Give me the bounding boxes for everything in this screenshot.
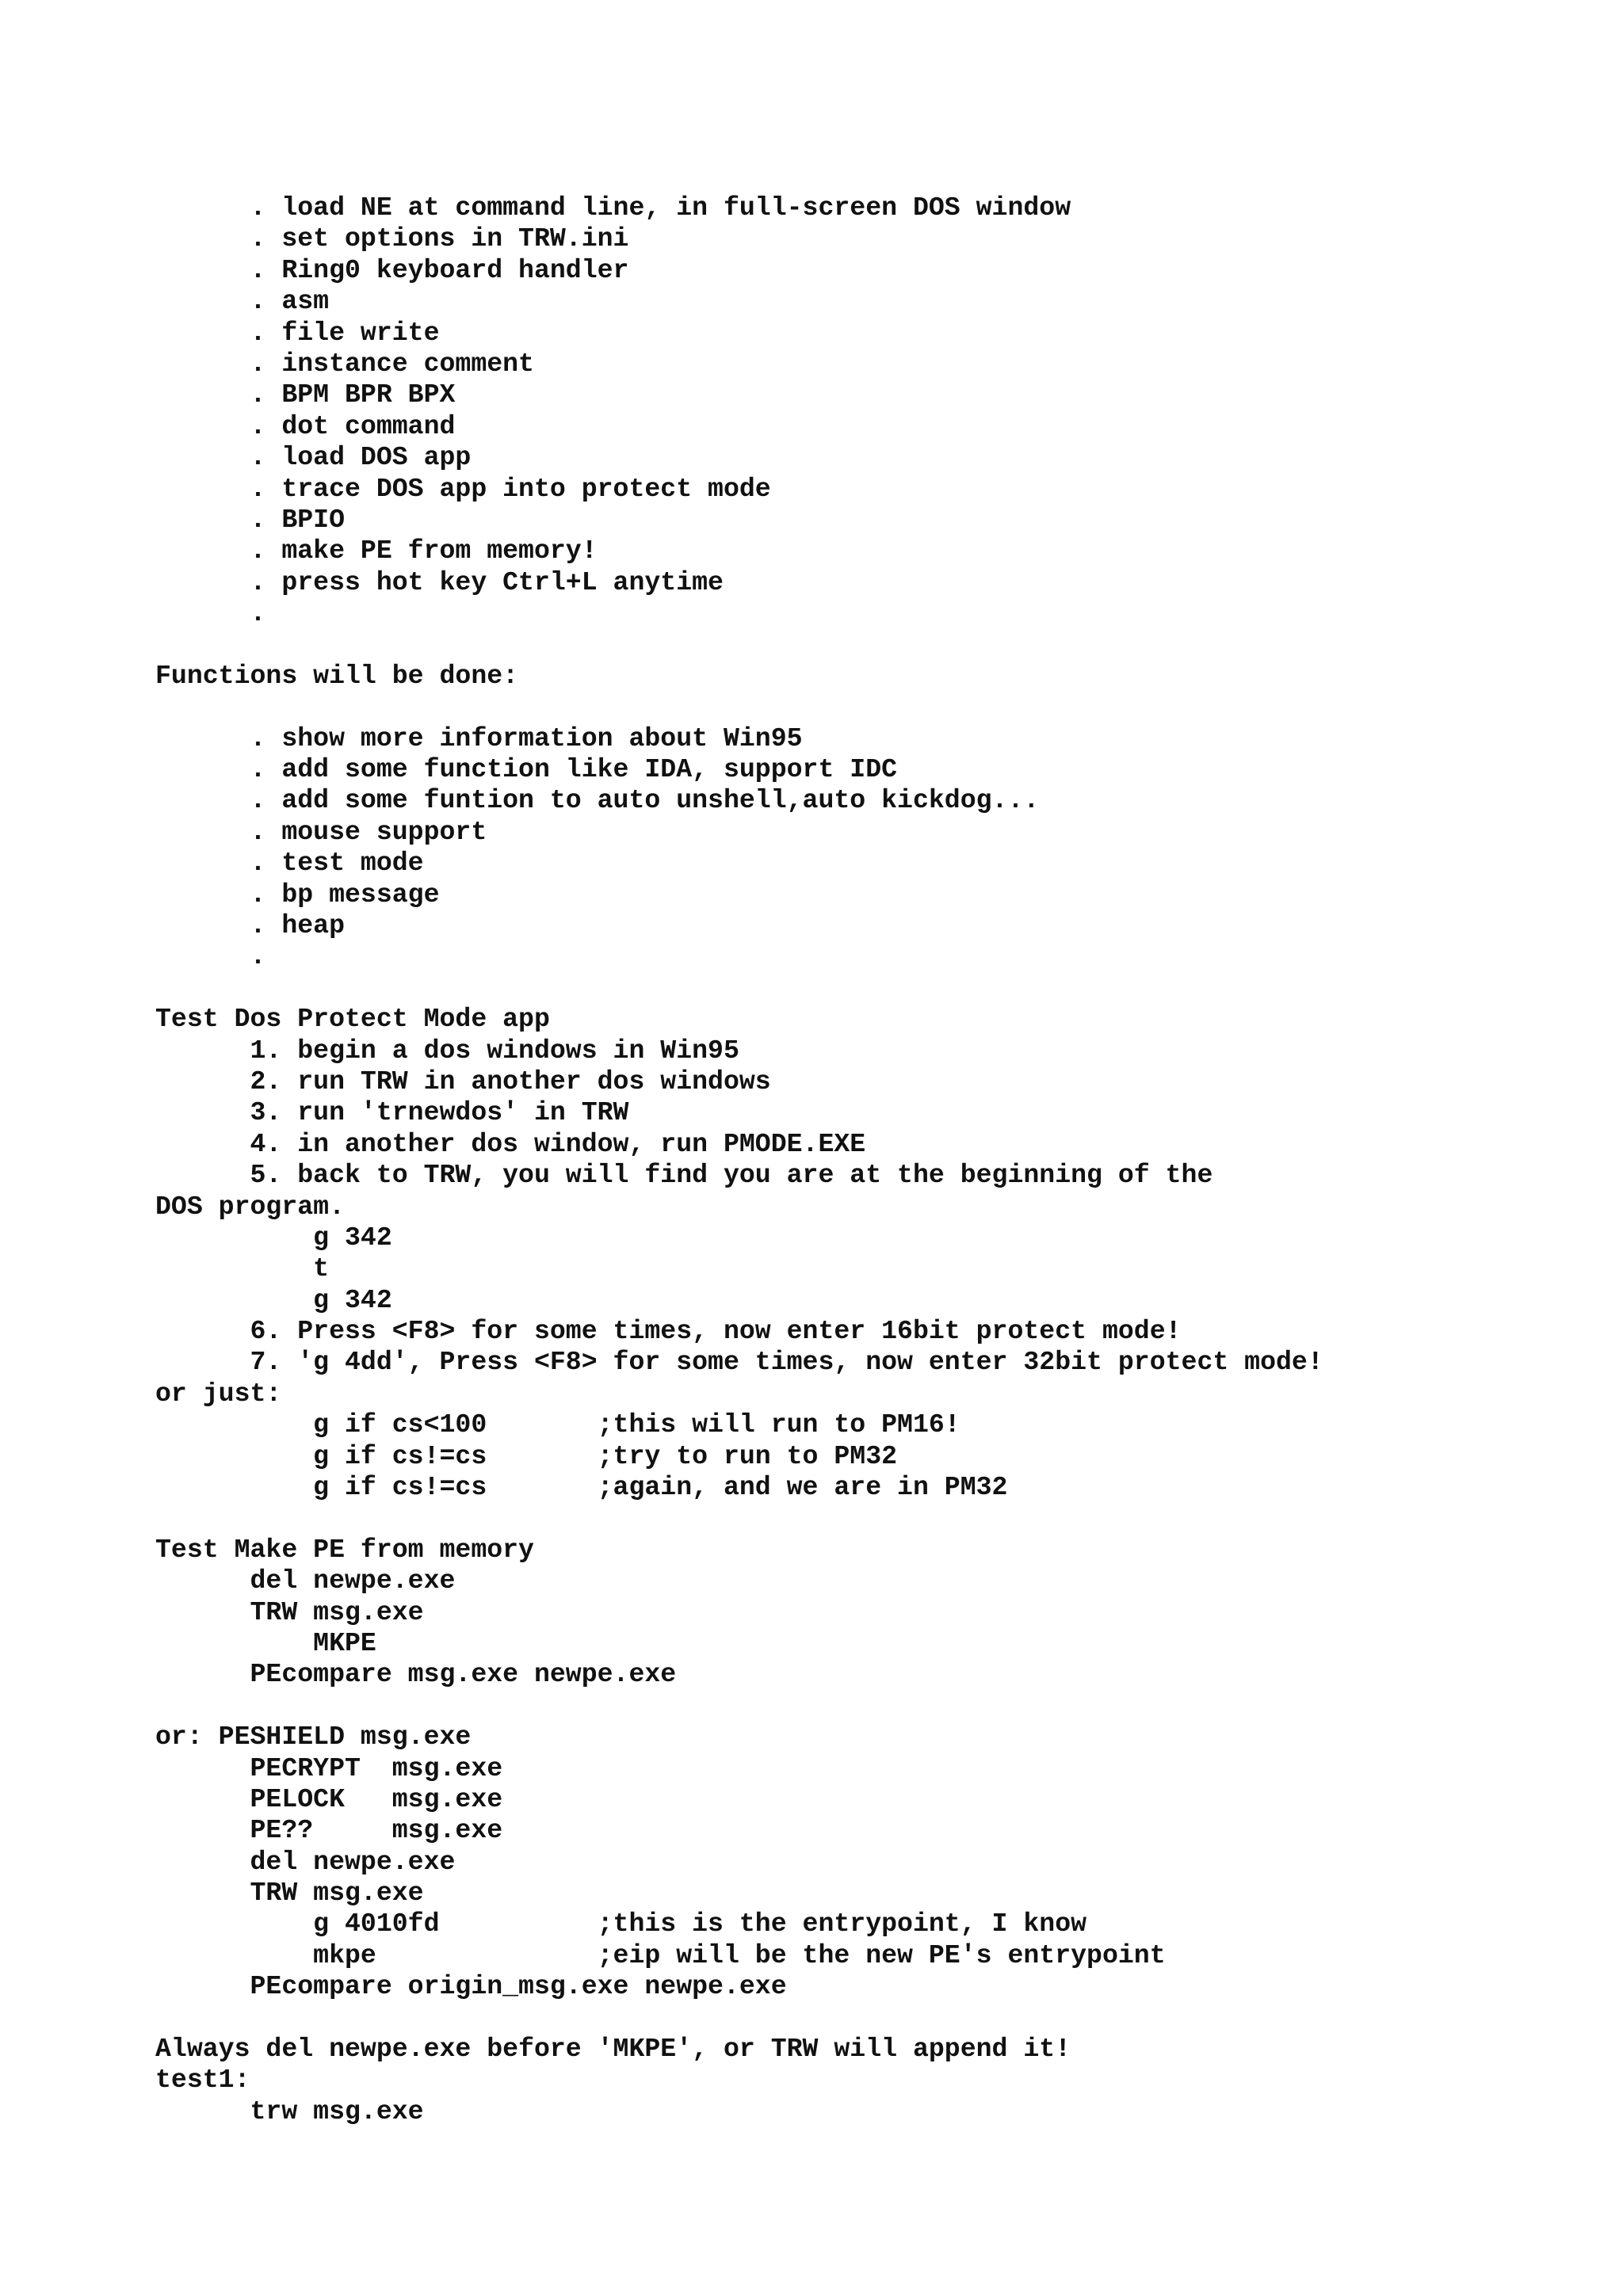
text-line: Test Dos Protect Mode app [155, 1004, 550, 1035]
text-line: TRW msg.exe [155, 1878, 424, 1909]
text-line: mkpe ;eip will be the new PE's entrypoint [155, 1939, 1166, 1970]
text-line: . test mode [155, 848, 424, 879]
text-line: . BPM BPR BPX [155, 379, 456, 410]
text-line: del newpe.exe [155, 1846, 456, 1877]
text-line: DOS program. [155, 1191, 345, 1222]
text-line: Always del newpe.exe before 'MKPE', or TRW will append it! [155, 2034, 1071, 2065]
text-line: PE?? msg.exe [155, 1815, 503, 1846]
text-line: Functions will be done: [155, 660, 519, 691]
text-line: PEcompare msg.exe newpe.exe [155, 1659, 677, 1690]
text-line: . trace DOS app into protect mode [155, 473, 771, 504]
text-line: trw msg.exe [155, 2096, 424, 2126]
text-line: 6. Press <F8> for some times, now enter 16bit protect mode! [155, 1316, 1182, 1347]
text-line: or just: [155, 1378, 282, 1409]
document-text [155, 193, 1323, 2127]
text-line: . load DOS app [155, 442, 472, 473]
text-line: . file write [155, 317, 440, 348]
text-line: TRW msg.exe [155, 1596, 424, 1627]
text-line: g if cs<100 ;this will run to PM16! [155, 1409, 960, 1440]
text-line: g 4010fd ;this is the entrypoint, I know [155, 1909, 1087, 1939]
text-line: del newpe.exe [155, 1566, 456, 1596]
text-line: PELOCK msg.exe [155, 1783, 503, 1814]
text-line: . show more information about Win95 [155, 723, 803, 753]
text-line: PEcompare origin_msg.exe newpe.exe [155, 1971, 787, 2002]
blank-line [155, 629, 1323, 660]
blank-line [155, 1503, 1323, 1534]
text-line: . add some function like IDA, support IDC [155, 754, 898, 785]
text-line: 3. run 'trnewdos' in TRW [155, 1097, 629, 1128]
text-line: . add some funtion to auto unshell,auto kickdog... [155, 785, 1040, 816]
blank-line [155, 1691, 1323, 1722]
text-line: PECRYPT msg.exe [155, 1753, 503, 1783]
text-line: . BPIO [155, 504, 345, 535]
text-line: test1: [155, 2065, 250, 2096]
text-line: . [155, 941, 266, 972]
text-line: . [155, 598, 266, 629]
text-line: t [155, 1253, 330, 1284]
text-line: 4. in another dos window, run PMODE.EXE [155, 1128, 866, 1159]
text-line: 5. back to TRW, you will find you are at the beginning of the [155, 1160, 1213, 1191]
text-line: . bp message [155, 879, 440, 910]
text-line: . dot command [155, 410, 456, 441]
text-line: g if cs!=cs ;try to run to PM32 [155, 1440, 898, 1471]
text-line: 1. begin a dos windows in Win95 [155, 1035, 739, 1066]
text-line: g 342 [155, 1284, 392, 1315]
text-line: g if cs!=cs ;again, and we are in PM32 [155, 1472, 1008, 1503]
text-line: . press hot key Ctrl+L anytime [155, 566, 724, 597]
text-line: Test Make PE from memory [155, 1534, 534, 1565]
text-line: 2. run TRW in another dos windows [155, 1066, 771, 1097]
blank-line [155, 692, 1323, 723]
text-line: . make PE from memory! [155, 536, 598, 566]
text-line: . heap [155, 910, 345, 940]
text-line: . Ring0 keyboard handler [155, 254, 629, 285]
text-line: MKPE [155, 1627, 376, 1658]
blank-line [155, 973, 1323, 1004]
blank-line [155, 2003, 1323, 2034]
text-line: g 342 [155, 1222, 392, 1253]
text-line: or: PESHIELD msg.exe [155, 1722, 472, 1753]
text-line: . set options in TRW.ini [155, 223, 629, 254]
text-line: 7. 'g 4dd', Press <F8> for some times, now enter 32bit protect mode! [155, 1347, 1323, 1378]
text-line: . load NE at command line, in full-screen DOS window [155, 193, 1071, 223]
text-line: . instance comment [155, 348, 534, 379]
text-line: . mouse support [155, 816, 487, 847]
text-line: . asm [155, 286, 330, 317]
